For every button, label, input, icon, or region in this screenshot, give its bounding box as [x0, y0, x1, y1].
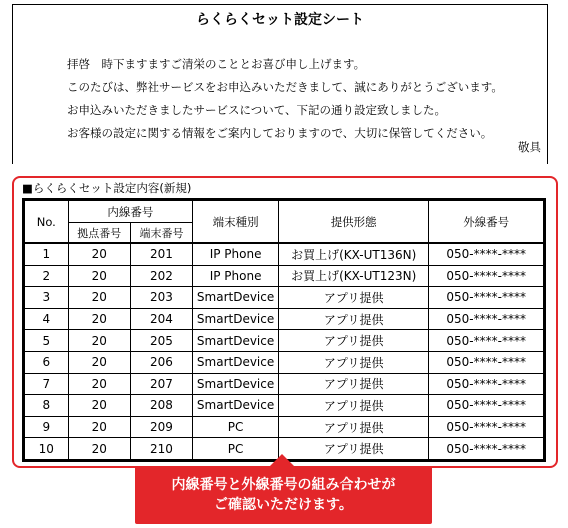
cell-no: 8 — [25, 395, 69, 417]
cell-external-number: 050-****-**** — [429, 265, 544, 287]
table-row — [25, 416, 544, 438]
cell-terminal-number: 202 — [130, 265, 192, 287]
callout-line: 内線番号と外線番号の組み合わせが — [171, 477, 396, 493]
callout-box — [135, 466, 432, 524]
cell-terminal-type: SmartDevice — [193, 395, 279, 417]
closing-text: 敬具 — [518, 140, 541, 154]
cell-site-number: 20 — [68, 438, 130, 460]
greeting-line: お申込みいただきましたサービスについて、下記の通り設定致しました。 — [67, 103, 447, 117]
table-row — [25, 373, 544, 395]
cell-no: 4 — [25, 308, 69, 330]
cell-terminal-number: 208 — [130, 395, 192, 417]
table-row — [25, 265, 544, 287]
header-external-number: 外線番号 — [429, 201, 544, 244]
cell-site-number: 20 — [68, 373, 130, 395]
callout-pointer — [270, 454, 294, 466]
header-extension: 内線番号 — [68, 201, 193, 223]
cell-offering: アプリ提供 — [279, 438, 429, 460]
header-site-number: 拠点番号 — [68, 223, 130, 244]
cell-external-number: 050-****-**** — [429, 243, 544, 265]
greeting-line: お客様の設定に関する情報をご案内しておりますので、大切に保管してください。 — [67, 126, 493, 140]
cell-terminal-number: 205 — [130, 330, 192, 352]
cell-terminal-number: 210 — [130, 438, 192, 460]
settings-sheet — [12, 4, 548, 164]
table-row — [25, 243, 544, 265]
callout-line: ご確認いただけます。 — [214, 497, 353, 513]
cell-terminal-type: PC — [193, 416, 279, 438]
cell-terminal-type: SmartDevice — [193, 373, 279, 395]
cell-site-number: 20 — [68, 395, 130, 417]
sheet-title: らくらくセット設定シート — [196, 12, 364, 28]
greeting-text — [67, 53, 503, 145]
cell-site-number: 20 — [68, 416, 130, 438]
cell-offering: アプリ提供 — [279, 395, 429, 417]
cell-terminal-number: 207 — [130, 373, 192, 395]
cell-external-number: 050-****-**** — [429, 438, 544, 460]
cell-no: 3 — [25, 287, 69, 309]
greeting-line: このたびは、弊社サービスをお申込みいただきまして、誠にありがとうございます。 — [67, 80, 503, 94]
cell-external-number: 050-****-**** — [429, 395, 544, 417]
cell-site-number: 20 — [68, 265, 130, 287]
cell-offering: アプリ提供 — [279, 351, 429, 373]
cell-no: 5 — [25, 330, 69, 352]
cell-terminal-number: 209 — [130, 416, 192, 438]
cell-terminal-number: 206 — [130, 351, 192, 373]
cell-terminal-type: SmartDevice — [193, 351, 279, 373]
cell-terminal-type: IP Phone — [193, 265, 279, 287]
table-body — [25, 243, 544, 460]
cell-external-number: 050-****-**** — [429, 287, 544, 309]
cell-no: 2 — [25, 265, 69, 287]
table-row — [25, 330, 544, 352]
cell-offering: アプリ提供 — [279, 308, 429, 330]
cell-external-number: 050-****-**** — [429, 373, 544, 395]
cell-external-number: 050-****-**** — [429, 330, 544, 352]
settings-table-container — [22, 198, 546, 462]
cell-no: 6 — [25, 351, 69, 373]
header-offering: 提供形態 — [279, 201, 429, 244]
cell-site-number: 20 — [68, 351, 130, 373]
cell-terminal-type: PC — [193, 438, 279, 460]
cell-offering: アプリ提供 — [279, 416, 429, 438]
table-row — [25, 351, 544, 373]
header-terminal-number: 端末番号 — [130, 223, 192, 244]
cell-external-number: 050-****-**** — [429, 308, 544, 330]
cell-no: 1 — [25, 243, 69, 265]
cell-offering: お買上げ(KX-UT136N) — [279, 243, 429, 265]
cell-terminal-type: SmartDevice — [193, 287, 279, 309]
cell-terminal-type: SmartDevice — [193, 330, 279, 352]
header-no: No. — [25, 201, 69, 244]
cell-no: 10 — [25, 438, 69, 460]
table-row — [25, 395, 544, 417]
cell-terminal-number: 201 — [130, 243, 192, 265]
cell-terminal-number: 203 — [130, 287, 192, 309]
cell-offering: アプリ提供 — [279, 287, 429, 309]
cell-offering: アプリ提供 — [279, 330, 429, 352]
cell-no: 9 — [25, 416, 69, 438]
cell-site-number: 20 — [68, 287, 130, 309]
header-terminal-type: 端末種別 — [193, 201, 279, 244]
cell-external-number: 050-****-**** — [429, 416, 544, 438]
greeting-line: 拝啓 時下ますますご清栄のこととお喜び申し上げます。 — [67, 57, 366, 71]
table-row — [25, 287, 544, 309]
table-row — [25, 308, 544, 330]
cell-terminal-type: SmartDevice — [193, 308, 279, 330]
cell-no: 7 — [25, 373, 69, 395]
cell-external-number: 050-****-**** — [429, 351, 544, 373]
cell-site-number: 20 — [68, 243, 130, 265]
cell-offering: アプリ提供 — [279, 373, 429, 395]
cell-site-number: 20 — [68, 330, 130, 352]
settings-table — [24, 200, 544, 460]
table-caption: ■らくらくセット設定内容(新規) — [22, 181, 192, 195]
cell-offering: お買上げ(KX-UT123N) — [279, 265, 429, 287]
cell-site-number: 20 — [68, 308, 130, 330]
cell-terminal-type: IP Phone — [193, 243, 279, 265]
cell-terminal-number: 204 — [130, 308, 192, 330]
